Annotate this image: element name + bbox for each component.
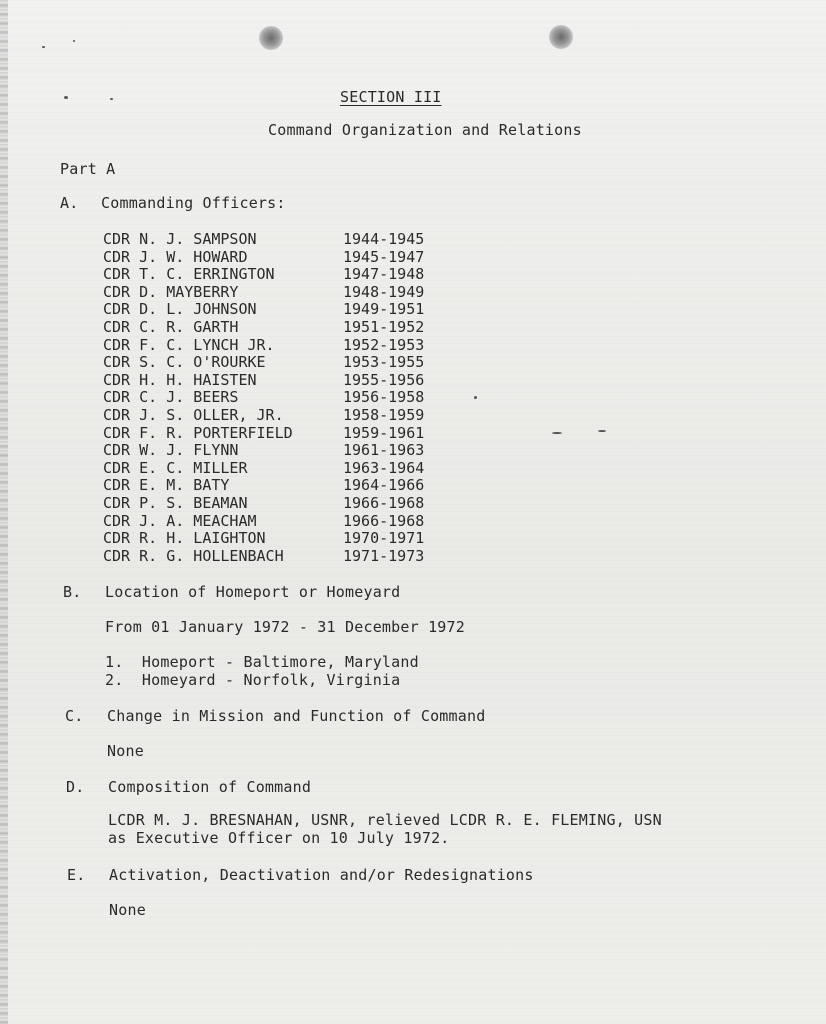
officer-name: CDR N. J. SAMPSON xyxy=(103,230,257,248)
officer-years: 1949-1951 xyxy=(343,300,425,319)
officer-years: 1948-1949 xyxy=(343,282,425,301)
scan-speck xyxy=(552,432,562,434)
scan-edge xyxy=(0,0,8,1024)
officer-years: 1951-1952 xyxy=(343,317,425,336)
officer-name: CDR C. R. GARTH xyxy=(103,317,239,336)
officer-name: CDR E. M. BATY xyxy=(103,476,230,495)
officer-years: 1958-1959 xyxy=(343,405,425,424)
item-c-heading: Change in Mission and Function of Command xyxy=(107,707,486,725)
item-a-heading: Commanding Officers: xyxy=(101,194,286,212)
officer-years: 1953-1955 xyxy=(343,353,425,372)
item-d-body-line1: LCDR M. J. BRESNAHAN, USNR, relieved LCDR R. E. FLEMING, USN xyxy=(108,811,662,829)
officer-years: 1964-1966 xyxy=(343,476,425,495)
officer-years: 1945-1947 xyxy=(343,247,425,266)
punch-hole-right xyxy=(549,25,573,49)
officer-name: CDR J. S. OLLER, JR. xyxy=(103,405,284,424)
item-d-letter: D. xyxy=(66,778,85,796)
officer-name: CDR C. J. BEERS xyxy=(103,388,239,407)
officer-name: CDR S. C. O'ROURKE xyxy=(103,353,266,372)
item-e-letter: E. xyxy=(67,866,86,884)
officer-years: 1947-1948 xyxy=(343,265,425,284)
officer-years: 1952-1953 xyxy=(343,335,425,354)
scan-speck xyxy=(474,396,477,399)
officer-name: CDR D. MAYBERRY xyxy=(103,282,239,301)
officer-years: 1956-1958 xyxy=(343,388,425,407)
officer-name: CDR P. S. BEAMAN xyxy=(103,493,248,512)
officer-years: 1961-1963 xyxy=(343,441,425,460)
officer-years: 1966-1968 xyxy=(343,493,425,512)
homeyard-item: 2. Homeyard - Norfolk, Virginia xyxy=(105,671,401,689)
officer-years: 1971-1973 xyxy=(343,546,425,565)
scan-speck xyxy=(73,40,75,42)
item-c-letter: C. xyxy=(65,707,84,725)
officer-name: CDR W. J. FLYNN xyxy=(103,441,239,460)
officer-name: CDR R. G. HOLLENBACH xyxy=(103,546,284,565)
officer-years: 1963-1964 xyxy=(343,458,425,477)
item-b-letter: B. xyxy=(63,583,82,601)
item-e-heading: Activation, Deactivation and/or Redesignations xyxy=(109,866,534,884)
officer-name: CDR D. L. JOHNSON xyxy=(103,300,257,319)
item-c-body: None xyxy=(107,742,144,760)
part-label: Part A xyxy=(60,160,116,178)
item-d-heading: Composition of Command xyxy=(108,778,312,796)
officer-years: 1944-1945 xyxy=(343,230,425,248)
officer-name: CDR F. R. PORTERFIELD xyxy=(103,423,293,442)
officer-years: 1955-1956 xyxy=(343,370,425,389)
officer-name: CDR J. A. MEACHAM xyxy=(103,511,257,530)
officer-name: CDR T. C. ERRINGTON xyxy=(103,265,275,284)
officer-name: CDR F. C. LYNCH JR. xyxy=(103,335,275,354)
officer-years: 1970-1971 xyxy=(343,529,425,548)
scan-speck xyxy=(110,98,113,100)
homeport-item: 1. Homeport - Baltimore, Maryland xyxy=(105,653,419,671)
scan-speck xyxy=(42,46,45,48)
item-b-heading: Location of Homeport or Homeyard xyxy=(105,583,401,601)
item-e-body: None xyxy=(109,901,146,919)
section-title: SECTION III xyxy=(340,88,442,106)
officer-years: 1966-1968 xyxy=(343,511,425,530)
scan-speck xyxy=(598,430,606,432)
item-b-period: From 01 January 1972 - 31 December 1972 xyxy=(105,618,465,636)
officer-name: CDR E. C. MILLER xyxy=(103,458,248,477)
officer-name: CDR J. W. HOWARD xyxy=(103,247,248,266)
item-a-letter: A. xyxy=(60,194,79,212)
officer-name: CDR H. H. HAISTEN xyxy=(103,370,257,389)
section-subtitle: Command Organization and Relations xyxy=(268,121,582,139)
punch-hole-left xyxy=(259,26,283,50)
officer-name: CDR R. H. LAIGHTON xyxy=(103,529,266,548)
officer-years: 1959-1961 xyxy=(343,423,425,442)
item-d-body-line2: as Executive Officer on 10 July 1972. xyxy=(108,829,450,847)
scan-speck xyxy=(64,96,68,99)
